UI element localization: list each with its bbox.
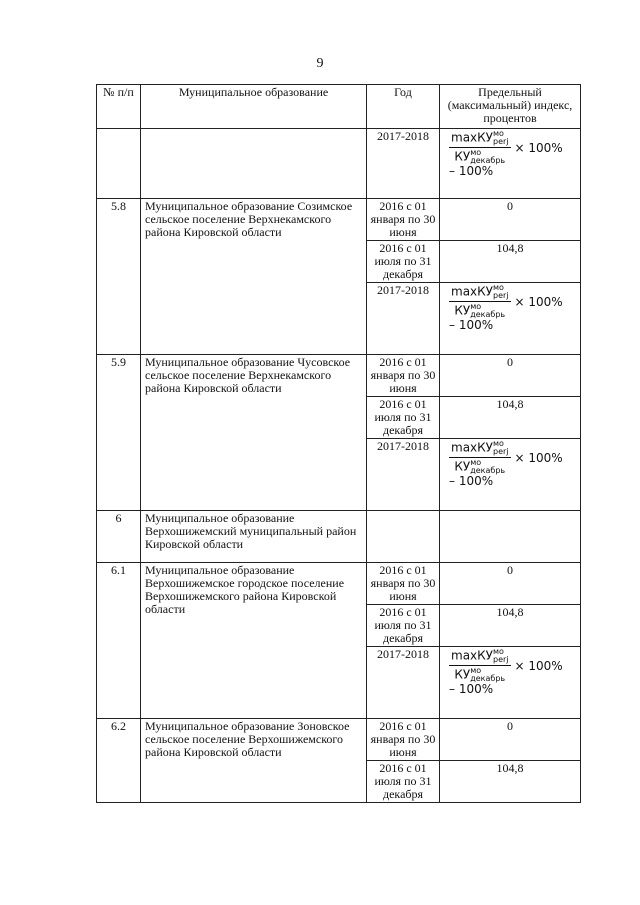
index-value: 0 xyxy=(440,563,581,605)
formula-denominator: КУ мо декабрь xyxy=(454,458,506,475)
formula xyxy=(443,648,577,683)
formula-multiplier: × 100% xyxy=(514,450,563,465)
municipality-name: Муниципальное образование Верхошижемский муниципальный район Кировской области xyxy=(141,511,367,563)
formula-cell xyxy=(440,129,581,199)
row-number: 6.2 xyxy=(97,719,141,803)
row-number: 6.1 xyxy=(97,563,141,719)
header-municipality: Муниципальное образование xyxy=(141,85,367,129)
year-cell: 2017-2018 xyxy=(367,439,440,511)
year-cell: 2017-2018 xyxy=(367,129,440,199)
header-index: Предельный (максимальный) индекс, процентов xyxy=(440,85,581,129)
table-row xyxy=(97,199,581,241)
index-value: 0 xyxy=(440,199,581,241)
index-value: 0 xyxy=(440,719,581,761)
formula-denominator: КУ мо декабрь xyxy=(454,666,506,683)
formula-numerator: maxКУ мо perj xyxy=(451,647,509,664)
municipality-name: Муниципальное образование Верхошижемское городское поселение Верхошижемского района Кировской области xyxy=(141,563,367,719)
year-cell: 2016 с 01 января по 30 июня xyxy=(367,199,440,241)
table-row xyxy=(97,719,581,761)
formula xyxy=(443,440,577,475)
index-value: 0 xyxy=(440,355,581,397)
index-value: 104,8 xyxy=(440,605,581,647)
formula-multiplier: × 100% xyxy=(514,140,563,155)
formula-cell xyxy=(440,647,581,719)
municipality-name: Муниципальное образование Созимское сельское поселение Верхнекамского района Кировской области xyxy=(141,199,367,355)
year-cell: 2016 с 01 июля по 31 декабря xyxy=(367,605,440,647)
formula-multiplier: × 100% xyxy=(514,294,563,309)
formula-numerator: maxКУ мо perj xyxy=(451,439,509,456)
year-cell: 2017-2018 xyxy=(367,283,440,355)
formula-numerator: maxКУ мо perj xyxy=(451,129,509,146)
formula-minus: – 100% xyxy=(449,682,494,696)
year-cell: 2017-2018 xyxy=(367,647,440,719)
page-number: 9 xyxy=(316,56,324,71)
municipality-name: Муниципальное образование Зоновское сельское поселение Верхошижемского района Кировской области xyxy=(141,719,367,803)
formula-minus: – 100% xyxy=(449,474,494,488)
formula-minus: – 100% xyxy=(449,164,494,178)
formula xyxy=(443,284,577,319)
section-row xyxy=(97,511,581,563)
formula-cell xyxy=(440,439,581,511)
year-cell: 2016 с 01 января по 30 июня xyxy=(367,719,440,761)
continued-row xyxy=(97,129,581,199)
index-value: 104,8 xyxy=(440,397,581,439)
tariff-index-table xyxy=(96,84,581,803)
formula-denominator: КУ мо декабрь xyxy=(454,148,506,165)
row-number: 6 xyxy=(97,511,141,563)
formula-multiplier: × 100% xyxy=(514,658,563,673)
header-num: № п/п xyxy=(97,85,141,129)
municipality-name: Муниципальное образование Чусовское сельское поселение Верхнекамского района Кировской области xyxy=(141,355,367,511)
table-row xyxy=(97,355,581,397)
header-year: Год xyxy=(367,85,440,129)
row-number: 5.8 xyxy=(97,199,141,355)
row-number: 5.9 xyxy=(97,355,141,511)
year-cell: 2016 с 01 июля по 31 декабря xyxy=(367,241,440,283)
formula-minus: – 100% xyxy=(449,318,494,332)
table-row xyxy=(97,563,581,605)
formula-denominator: КУ мо декабрь xyxy=(454,302,506,319)
index-value: 104,8 xyxy=(440,241,581,283)
formula xyxy=(443,130,577,165)
year-cell: 2016 с 01 января по 30 июня xyxy=(367,563,440,605)
formula-cell xyxy=(440,283,581,355)
year-cell: 2016 с 01 января по 30 июня xyxy=(367,355,440,397)
year-cell: 2016 с 01 июля по 31 декабря xyxy=(367,397,440,439)
formula-numerator: maxКУ мо perj xyxy=(451,283,509,300)
table-header-row xyxy=(97,85,581,129)
index-value: 104,8 xyxy=(440,761,581,803)
year-cell: 2016 с 01 июля по 31 декабря xyxy=(367,761,440,803)
